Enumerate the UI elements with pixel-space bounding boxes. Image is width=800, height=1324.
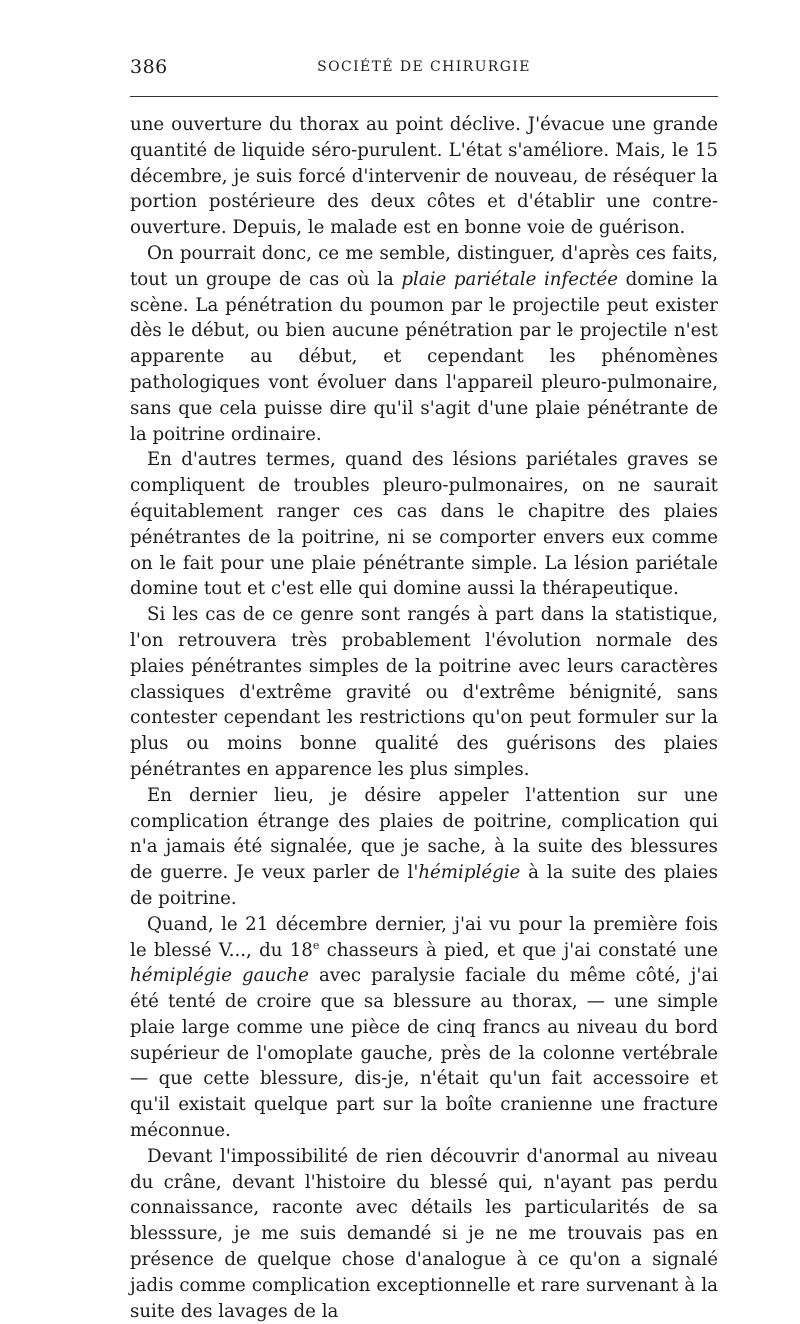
running-title: SOCIÉTÉ DE CHIRURGIE — [317, 59, 531, 75]
paragraph-3-text: En d'autres termes, quand des lésions pariétales graves se compliquent de troubles pleuro-pulmonaires, on ne saurait équitablement ranger ces cas dans le chapitre des plaies pénétrantes de la poitrine, ni se comporter envers eux comme on le fait pour une plaie pénétrante simple. La lésion pariétale domine tout et c'est elle qui domine aussi la thérapeutique. — [130, 449, 718, 600]
paragraph-6-text-b: chasseurs à pied, et que j'ai constaté une — [319, 939, 718, 961]
paragraph-2-italic: plaie pariétale infectée — [401, 268, 619, 290]
paragraph-5-text-a: En dernier lieu, je désire appeler l'attention sur une complication étrange des plaies de poitrine, complication qui n'a jamais été signalée, que je sache, à la suite des blessures de guerre. Je veux parler de l' — [130, 784, 718, 884]
page-header — [130, 56, 718, 86]
paragraph-6-text-a: Quand, le 21 décembre dernier, j'ai vu pour la première fois le blessé V..., du 18 — [130, 913, 718, 961]
paragraph-5-text-b: à la suite des plaies de poitrine. — [130, 862, 718, 909]
body-text — [130, 112, 718, 1324]
paragraph-2-text-a: On pourrait donc, ce me semble, distinguer, d'après ces faits, tout un groupe de cas où la — [130, 242, 718, 290]
paragraph-1-text: une ouverture du thorax au point déclive. J'évacue une grande quantité de liquide séro-purulent. L'état s'améliore. Mais, le 15 décembre, je suis forcé d'intervenir de nouveau, de réséquer la portion postérieure des deux côtes et d'établir une contre-ouverture. Depuis, le malade est en bonne voie de guérison. — [130, 114, 718, 239]
header-rule — [130, 96, 718, 97]
paragraph-6 — [130, 912, 718, 1144]
paragraph-7-text: Devant l'impossibilité de rien découvrir d'anormal au niveau du crâne, devant l'histoire du blessé qui, n'ayant pas perdu connaissance, raconte avec détails les particularités de sa blesssure, je me suis demandé si je ne me trouvais pas en présence de quelque chose d'analogue à ce qu'on a signalé jadis comme complication exceptionnelle et rare survenant à la suite des lavages de la — [130, 1145, 718, 1322]
paragraph-5 — [130, 783, 718, 912]
paragraph-4 — [130, 602, 718, 783]
paragraph-7 — [130, 1144, 718, 1324]
paragraph-5-italic: hémiplégie — [418, 862, 521, 884]
paragraph-1 — [130, 112, 718, 241]
paragraph-6-text-c: avec paralysie faciale du même côté, j'ai été tenté de croire que sa blessure au thorax, — une simple plaie large comme une pièce de cinq francs au niveau du bord supérieur de l'omoplate gauche, près de la colonne vertébrale — que cette blessure, dis-je, n'était qu'un fait accessoire et qu'il existait quelque part sur la boîte cranienne une fracture méconnue. — [130, 965, 718, 1142]
page-number: 386 — [130, 56, 168, 78]
paragraph-2-text-b: domine la scène. La pénétration du poumon par le projectile peut exister dès le début, ou bien aucune pénétration par le projectile n'est apparente au début, et cependant les phénomènes pathologiques vont évoluer dans l'appareil pleuro-pulmonaire, sans que cela puisse dire qu'il s'agit d'une plaie pénétrante de la poitrine ordinaire. — [130, 268, 719, 445]
paragraph-6-italic: hémiplégie gauche — [130, 965, 309, 987]
paragraph-2 — [130, 241, 718, 447]
paragraph-3 — [130, 447, 718, 602]
paragraph-6-superscript: e — [312, 938, 320, 952]
paragraph-4-text: Si les cas de ce genre sont rangés à part dans la statistique, l'on retrouvera très probablement l'évolution normale des plaies pénétrantes simples de la poitrine avec leurs caractères classiques d'extrême gravité ou d'extrême bénignité, sans contester cependant les restrictions qu'on peut formuler sur la plus ou moins bonne qualité des guérisons des plaies pénétrantes en apparence les plus simples. — [130, 604, 718, 780]
